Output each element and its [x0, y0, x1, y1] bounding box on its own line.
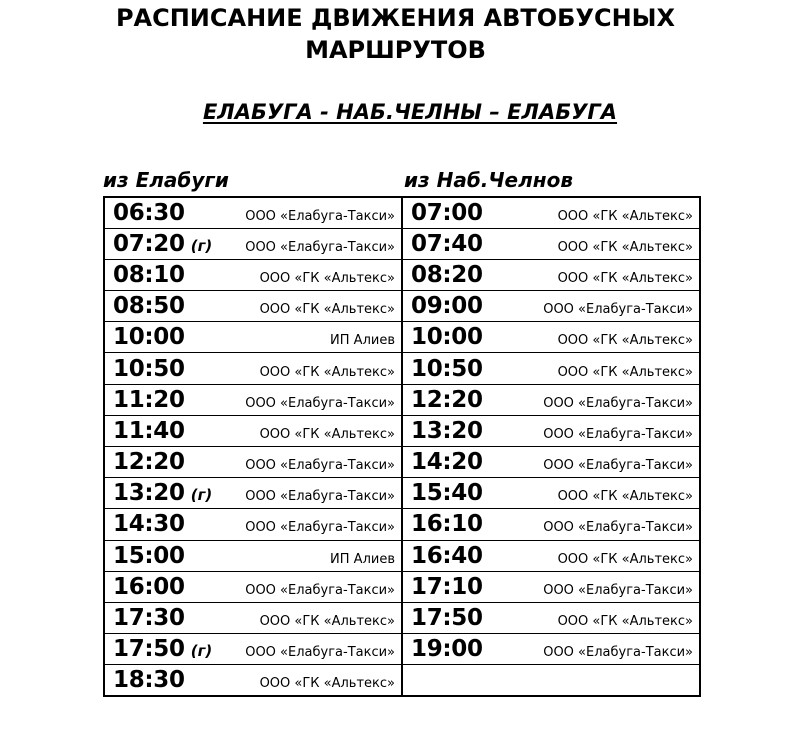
- schedule-entry: [113, 262, 395, 288]
- table-row: [104, 384, 700, 415]
- departure: [113, 262, 185, 288]
- right-schedule-cell: [402, 415, 700, 446]
- carrier-name: ООО «Елабуга-Такси»: [543, 458, 693, 474]
- departure-time: 17:50: [113, 636, 185, 663]
- left-schedule-cell: [104, 228, 402, 259]
- schedule-body: [104, 197, 700, 696]
- departure-time: 13:20: [411, 417, 483, 444]
- schedule-entry: [113, 636, 395, 662]
- carrier-name: ООО «ГК «Альтекс»: [557, 333, 693, 349]
- left-schedule-cell: [104, 634, 402, 665]
- departure: [411, 605, 483, 631]
- schedule-entry: [113, 574, 395, 600]
- carrier-name: ООО «ГК «Альтекс»: [557, 551, 693, 567]
- schedule-entry: [411, 543, 693, 569]
- carrier-name: ООО «Елабуга-Такси»: [543, 582, 693, 598]
- departure-time: 11:20: [113, 386, 185, 413]
- right-schedule-cell: [402, 322, 700, 353]
- carrier-name: ООО «Елабуга-Такси»: [543, 520, 693, 536]
- departure-time: 09:00: [411, 293, 483, 320]
- departure: [113, 574, 185, 600]
- schedule-entry: [113, 387, 395, 413]
- carrier-name: ООО «ГК «Альтекс»: [259, 676, 395, 692]
- departure: [113, 480, 212, 506]
- right-schedule-cell: [402, 447, 700, 478]
- carrier-name: ООО «Елабуга-Такси»: [245, 645, 395, 661]
- departure: [411, 231, 483, 257]
- left-schedule-cell: [104, 571, 402, 602]
- departure: [411, 293, 483, 319]
- departure-time: 15:40: [411, 480, 483, 507]
- page-title-line-1: РАСПИСАНИЕ ДВИЖЕНИЯ АВТОБУСНЫХ: [115, 4, 676, 32]
- right-schedule-cell: [402, 634, 700, 665]
- schedule-entry: [113, 356, 395, 382]
- departure: [113, 418, 185, 444]
- right-column-header: из Наб.Челнов: [404, 168, 573, 192]
- departure-time: 16:10: [411, 511, 483, 538]
- schedule-entry: [113, 480, 395, 506]
- departure: [113, 293, 185, 319]
- left-schedule-cell: [104, 259, 402, 290]
- departure: [411, 262, 483, 288]
- departure: [113, 667, 185, 693]
- carrier-name: ООО «ГК «Альтекс»: [259, 426, 395, 442]
- schedule-entry: [411, 324, 693, 350]
- table-row: [104, 228, 700, 259]
- departure-time: 17:50: [411, 605, 483, 632]
- table-row: [104, 634, 700, 665]
- left-schedule-cell: [104, 322, 402, 353]
- route-heading: ЕЛАБУГА - НАБ.ЧЕЛНЫ – ЕЛАБУГА: [202, 100, 618, 124]
- schedule-entry: [411, 605, 693, 631]
- right-schedule-cell: [402, 602, 700, 633]
- departure: [113, 449, 185, 475]
- right-schedule-cell: [402, 478, 700, 509]
- departure: [113, 200, 185, 226]
- departure-mark: (г): [190, 642, 213, 661]
- carrier-name: ООО «Елабуга-Такси»: [245, 239, 395, 255]
- carrier-name: ООО «Елабуга-Такси»: [245, 208, 395, 224]
- departure-mark: (г): [190, 486, 213, 505]
- departure-time: 07:00: [411, 199, 483, 226]
- departure: [411, 480, 483, 506]
- left-schedule-cell: [104, 478, 402, 509]
- right-schedule-cell: [402, 571, 700, 602]
- left-schedule-cell: [104, 665, 402, 696]
- table-row: [104, 259, 700, 290]
- departure: [113, 324, 185, 350]
- departure-time: 14:20: [411, 449, 483, 476]
- schedule-entry: [113, 605, 395, 631]
- left-schedule-cell: [104, 353, 402, 384]
- departure-time: 18:30: [113, 667, 185, 694]
- schedule-entry: [411, 636, 693, 662]
- left-schedule-cell: [104, 447, 402, 478]
- right-schedule-cell: [402, 509, 700, 540]
- schedule-table: [103, 196, 701, 697]
- carrier-name: ООО «Елабуга-Такси»: [543, 645, 693, 661]
- carrier-name: ИП Алиев: [330, 333, 395, 349]
- table-row: [104, 447, 700, 478]
- table-row: [104, 665, 700, 696]
- table-row: [104, 540, 700, 571]
- departure-time: 08:50: [113, 293, 185, 320]
- carrier-name: ИП Алиев: [330, 551, 395, 567]
- departure: [411, 200, 483, 226]
- left-schedule-cell: [104, 291, 402, 322]
- table-row: [104, 353, 700, 384]
- departure-time: 10:50: [411, 355, 483, 382]
- right-schedule-cell: [402, 197, 700, 228]
- schedule-entry: [113, 667, 395, 693]
- right-schedule-cell: [402, 540, 700, 571]
- table-row: [104, 291, 700, 322]
- departure: [411, 543, 483, 569]
- left-schedule-cell: [104, 509, 402, 540]
- departure-time: 11:40: [113, 417, 185, 444]
- page-title-line-2: МАРШРУТОВ: [305, 36, 486, 64]
- departure-time: 10:00: [113, 324, 185, 351]
- departure-time: 08:10: [113, 261, 185, 288]
- right-schedule-cell: [402, 384, 700, 415]
- departure: [113, 605, 185, 631]
- schedule-entry: [113, 543, 395, 569]
- departure-time: 12:20: [411, 386, 483, 413]
- departure: [411, 418, 483, 444]
- carrier-name: ООО «Елабуга-Такси»: [245, 458, 395, 474]
- departure: [113, 231, 212, 257]
- departure: [411, 324, 483, 350]
- departure-time: 16:40: [411, 542, 483, 569]
- schedule-entry: [113, 418, 395, 444]
- departure-mark: (г): [190, 236, 213, 255]
- carrier-name: ООО «Елабуга-Такси»: [245, 395, 395, 411]
- schedule-entry: [113, 324, 395, 350]
- table-row: [104, 602, 700, 633]
- carrier-name: ООО «Елабуга-Такси»: [543, 395, 693, 411]
- departure-time: 16:00: [113, 573, 185, 600]
- table-row: [104, 197, 700, 228]
- departure-time: 19:00: [411, 636, 483, 663]
- departure: [411, 636, 483, 662]
- departure-time: 14:30: [113, 511, 185, 538]
- departure-time: 13:20: [113, 480, 185, 507]
- right-schedule-cell: [402, 353, 700, 384]
- departure: [411, 387, 483, 413]
- departure-time: 17:10: [411, 573, 483, 600]
- departure-time: 08:20: [411, 261, 483, 288]
- departure: [113, 387, 185, 413]
- left-column-header: из Елабуги: [103, 168, 229, 192]
- departure: [411, 574, 483, 600]
- table-row: [104, 509, 700, 540]
- table-row: [104, 478, 700, 509]
- schedule-entry: [411, 200, 693, 226]
- table-row: [104, 571, 700, 602]
- carrier-name: ООО «ГК «Альтекс»: [557, 208, 693, 224]
- departure-time: 10:00: [411, 324, 483, 351]
- carrier-name: ООО «ГК «Альтекс»: [557, 614, 693, 630]
- right-schedule-cell: [402, 259, 700, 290]
- departure-time: 17:30: [113, 605, 185, 632]
- departure: [411, 356, 483, 382]
- left-schedule-cell: [104, 384, 402, 415]
- carrier-name: ООО «Елабуга-Такси»: [543, 426, 693, 442]
- schedule-entry: [113, 511, 395, 537]
- schedule-entry: [411, 387, 693, 413]
- table-row: [104, 415, 700, 446]
- carrier-name: ООО «Елабуга-Такси»: [245, 489, 395, 505]
- left-schedule-cell: [104, 540, 402, 571]
- left-schedule-cell: [104, 415, 402, 446]
- departure-time: 15:00: [113, 542, 185, 569]
- schedule-entry: [411, 356, 693, 382]
- carrier-name: ООО «Елабуга-Такси»: [245, 582, 395, 598]
- schedule-entry: [411, 480, 693, 506]
- carrier-name: ООО «ГК «Альтекс»: [557, 489, 693, 505]
- schedule-entry: [411, 418, 693, 444]
- schedule-entry: [411, 231, 693, 257]
- departure-time: 06:30: [113, 199, 185, 226]
- departure-time: 10:50: [113, 355, 185, 382]
- schedule-entry: [411, 449, 693, 475]
- schedule-entry: [113, 293, 395, 319]
- departure-time: 07:20: [113, 230, 185, 257]
- schedule-entry: [411, 293, 693, 319]
- carrier-name: ООО «ГК «Альтекс»: [259, 364, 395, 380]
- table-row: [104, 322, 700, 353]
- carrier-name: ООО «ГК «Альтекс»: [259, 270, 395, 286]
- departure: [411, 449, 483, 475]
- right-schedule-cell: [402, 291, 700, 322]
- right-schedule-cell: [402, 665, 700, 696]
- schedule-entry: [113, 449, 395, 475]
- carrier-name: ООО «ГК «Альтекс»: [259, 302, 395, 318]
- carrier-name: ООО «ГК «Альтекс»: [259, 614, 395, 630]
- schedule-entry: [411, 574, 693, 600]
- carrier-name: ООО «ГК «Альтекс»: [557, 239, 693, 255]
- schedule-entry: [113, 231, 395, 257]
- departure: [113, 356, 185, 382]
- left-schedule-cell: [104, 602, 402, 633]
- schedule-entry: [411, 511, 693, 537]
- carrier-name: ООО «ГК «Альтекс»: [557, 270, 693, 286]
- schedule-entry: [113, 200, 395, 226]
- left-schedule-cell: [104, 197, 402, 228]
- departure: [113, 543, 185, 569]
- departure: [113, 511, 185, 537]
- right-schedule-cell: [402, 228, 700, 259]
- carrier-name: ООО «Елабуга-Такси»: [245, 520, 395, 536]
- departure-time: 12:20: [113, 449, 185, 476]
- departure: [411, 511, 483, 537]
- carrier-name: ООО «ГК «Альтекс»: [557, 364, 693, 380]
- departure-time: 07:40: [411, 230, 483, 257]
- departure: [113, 636, 212, 662]
- carrier-name: ООО «Елабуга-Такси»: [543, 302, 693, 318]
- schedule-entry: [411, 262, 693, 288]
